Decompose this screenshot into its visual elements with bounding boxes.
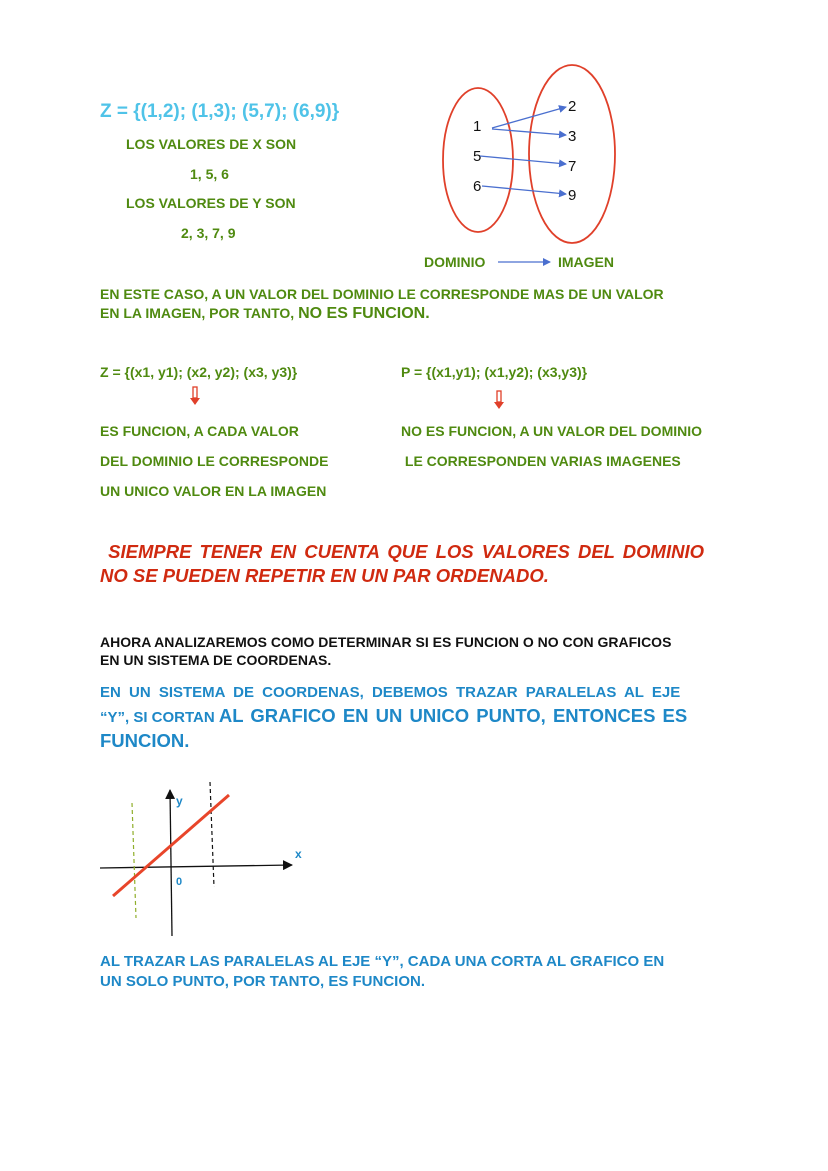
set-p-generic: P = {(x1,y1); (x1,y2); (x3,y3)} [401, 364, 588, 380]
left-explanation-1: ES FUNCION, A CADA VALOR [100, 423, 299, 439]
conclusion-not-function [100, 285, 728, 323]
conclusion-2-line-2: UN SOLO PUNTO, POR TANTO, ES FUNCION. [100, 973, 426, 990]
image-value-3: 3 [568, 128, 577, 145]
mapping-diagram [420, 55, 650, 280]
vertical-line-rule [100, 681, 728, 752]
image-label: IMAGEN [558, 254, 614, 270]
warning-note [100, 540, 730, 588]
rule-line-2 [100, 704, 728, 729]
arrow-6-9 [482, 186, 566, 194]
left-explanation-2: DEL DOMINIO LE CORRESPONDE [100, 453, 329, 469]
y-axis [170, 790, 172, 936]
rule-line-2-big: AL GRAFICO EN UN UNICO PUNTO, ENTONCES ES [218, 705, 688, 726]
image-value-7: 7 [568, 158, 577, 175]
warning-line-1: SIEMPRE TENER EN CUENTA QUE LOS VALORES DEL DOMINIO [100, 541, 704, 562]
conclusion-line-1: EN ESTE CASO, A UN VALOR DEL DOMINIO LE CORRESPONDE MAS DE UN VALOR [100, 286, 664, 302]
conclusion-2-line-1: AL TRAZAR LAS PARALELAS AL EJE “Y”, CADA UNA CORTA AL GRAFICO EN [100, 953, 665, 970]
right-parallel-dashed [210, 782, 214, 887]
left-parallel-dashed [132, 803, 136, 918]
x-values: 1, 5, 6 [190, 166, 229, 182]
intro-graphs [100, 633, 728, 669]
domain-label: DOMINIO [424, 254, 486, 270]
left-explanation-3: UN UNICO VALOR EN LA IMAGEN [100, 483, 327, 499]
domain-value-1: 1 [473, 118, 482, 135]
coordinate-graph [95, 775, 315, 945]
arrow-1-3 [492, 129, 566, 135]
y-values: 2, 3, 7, 9 [181, 225, 236, 241]
y-values-label: LOS VALORES DE Y SON [126, 195, 296, 211]
set-z-title: Z = {(1,2); (1,3); (5,7); (6,9)} [100, 101, 340, 122]
x-axis [100, 865, 292, 868]
origin-label: 0 [176, 876, 183, 888]
set-z-generic: Z = {(x1, y1); (x2, y2); (x3, y3)} [100, 364, 298, 380]
rule-line-3: FUNCION. [100, 730, 190, 751]
conclusion-is-function [100, 952, 728, 992]
y-axis-label: y [176, 794, 183, 808]
conclusion-line-2b: NO ES FUNCION. [298, 305, 430, 322]
rule-line-2-small: “Y”, SI CORTAN [100, 709, 219, 726]
right-explanation-2: LE CORRESPONDEN VARIAS IMAGENES [401, 453, 681, 469]
intro-line-2: EN UN SISTEMA DE COORDENAS. [100, 652, 332, 668]
intro-line-1: AHORA ANALIZAREMOS COMO DETERMINAR SI ES FUNCION O NO CON GRAFICOS [100, 634, 672, 650]
image-value-2: 2 [568, 98, 577, 115]
arrow-5-7 [480, 156, 566, 164]
down-arrow-icon [493, 390, 505, 410]
image-ellipse [529, 65, 615, 243]
conclusion-line-2a: EN LA IMAGEN, POR TANTO, [100, 305, 299, 321]
down-arrow-icon [189, 386, 201, 406]
domain-value-6: 6 [473, 178, 482, 195]
domain-value-5: 5 [473, 148, 482, 165]
x-axis-label: x [295, 847, 302, 861]
warning-line-2: NO SE PUEDEN REPETIR EN UN PAR ORDENADO. [100, 565, 549, 586]
x-values-label: LOS VALORES DE X SON [126, 136, 297, 152]
right-explanation-1: NO ES FUNCION, A UN VALOR DEL DOMINIO [401, 423, 703, 439]
image-value-9: 9 [568, 187, 577, 204]
rule-line-1: EN UN SISTEMA DE COORDENAS, DEBEMOS TRAZAR PARALELAS AL EJE [100, 684, 681, 701]
conclusion-line-2 [100, 304, 728, 323]
